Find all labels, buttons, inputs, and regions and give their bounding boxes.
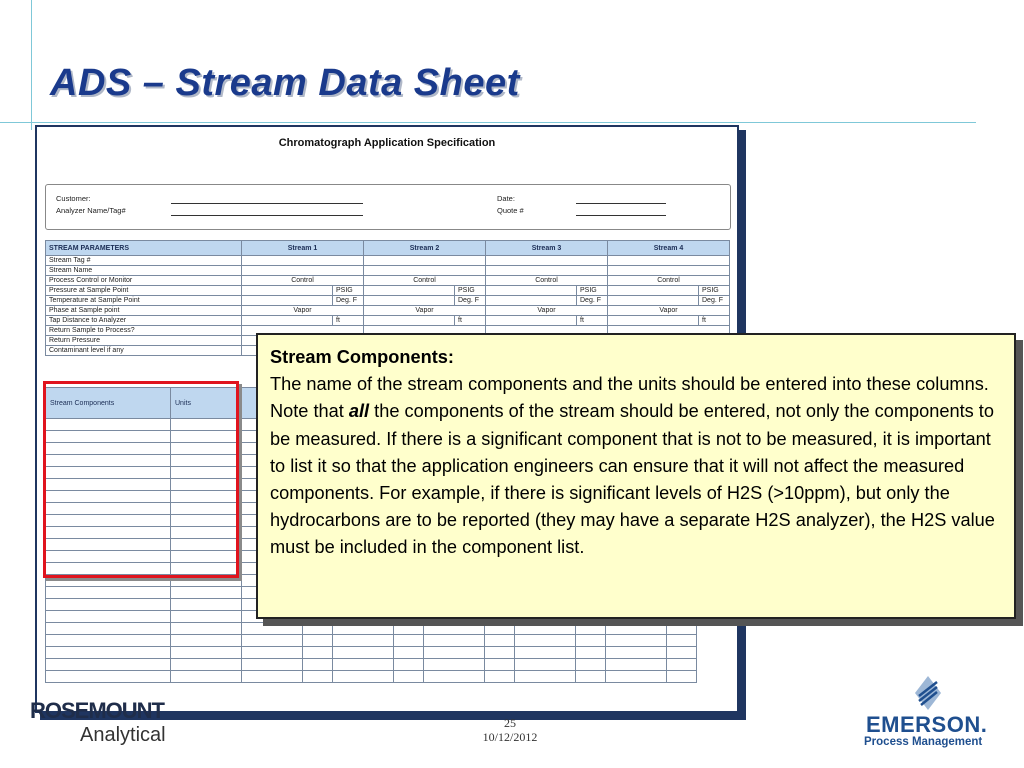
stream-1-header: Stream 1 xyxy=(242,241,364,256)
date-label: Date: xyxy=(497,194,515,203)
param-label: Stream Tag # xyxy=(46,256,242,266)
units-header: Units xyxy=(171,388,242,419)
callout-heading: Stream Components: xyxy=(270,347,454,367)
stream-components-header: Stream Components xyxy=(46,388,171,419)
analyzer-line xyxy=(171,215,363,216)
callout-line1: The name of the stream components and the units should be entered into these columns. xyxy=(270,374,989,395)
date-line xyxy=(576,203,666,204)
emerson-mark-icon xyxy=(915,676,941,710)
sheet-title: Chromatograph Application Specification xyxy=(278,137,496,149)
param-value: Control xyxy=(608,276,730,286)
param-label: Process Control or Monitor xyxy=(46,276,242,286)
components-highlight-box xyxy=(43,381,239,578)
param-unit: ft xyxy=(455,316,486,326)
param-label: Return Pressure xyxy=(46,336,242,346)
analytical-wordmark: Analytical xyxy=(80,724,166,746)
param-unit: Deg. F xyxy=(577,296,608,306)
param-unit: ft xyxy=(699,316,730,326)
param-label: Temperature at Sample Point xyxy=(46,296,242,306)
param-row xyxy=(46,266,730,276)
param-unit: Deg. F xyxy=(455,296,486,306)
stream-params-header: STREAM PARAMETERS xyxy=(46,241,242,256)
stream-components-callout xyxy=(256,333,1016,619)
param-row xyxy=(46,256,730,266)
header-fields-box xyxy=(45,184,731,230)
analyzer-label: Analyzer Name/Tag# xyxy=(56,206,126,215)
param-label: Contaminant level if any xyxy=(46,346,242,356)
stream-3-header: Stream 3 xyxy=(486,241,608,256)
param-value: Control xyxy=(486,276,608,286)
callout-note: Note that all the components of the stream should be entered, not only the components to be measured. If there is a significant component that is not to be measured, it is important to list it so that the application engineers can ensure that it will not affect the measured components. For example, if there is significant levels of H2S (>10ppm), but only the hydrocarbons are to be reported (they may have a separate H2S analyzer), the H2S value must be included in the component list. xyxy=(270,401,995,558)
param-row xyxy=(46,276,730,286)
param-unit: ft xyxy=(333,316,364,326)
rosemount-analytical-logo xyxy=(30,700,200,755)
param-unit: Deg. F xyxy=(699,296,730,306)
param-row xyxy=(46,286,730,296)
stream-4-header: Stream 4 xyxy=(608,241,730,256)
param-unit: Deg. F xyxy=(333,296,364,306)
param-value: Control xyxy=(364,276,486,286)
param-value: Vapor xyxy=(242,306,364,316)
param-label: Tap Distance to Analyzer xyxy=(46,316,242,326)
guide-line-horizontal xyxy=(0,122,976,123)
param-value: Vapor xyxy=(486,306,608,316)
param-unit: PSIG xyxy=(333,286,364,296)
param-row xyxy=(46,296,730,306)
page-number: 25 xyxy=(504,716,516,730)
param-value: Vapor xyxy=(364,306,486,316)
param-row xyxy=(46,316,730,326)
quote-line xyxy=(576,215,666,216)
param-unit: ft xyxy=(577,316,608,326)
param-unit: PSIG xyxy=(455,286,486,296)
stream-2-header: Stream 2 xyxy=(364,241,486,256)
param-value: Control xyxy=(242,276,364,286)
param-value: Vapor xyxy=(608,306,730,316)
param-label: Return Sample to Process? xyxy=(46,326,242,336)
page-footer xyxy=(470,716,550,744)
process-management-wordmark: Process Management xyxy=(864,736,983,748)
emerson-logo xyxy=(860,676,1000,756)
param-row xyxy=(46,306,730,316)
callout-emphasis: all xyxy=(348,401,370,422)
param-unit: PSIG xyxy=(577,286,608,296)
guide-line-vertical xyxy=(31,0,32,130)
param-label: Stream Name xyxy=(46,266,242,276)
customer-line xyxy=(171,203,363,204)
param-unit: PSIG xyxy=(699,286,730,296)
stream-params-header-row xyxy=(46,241,730,256)
slide-title: ADS – Stream Data Sheet xyxy=(50,62,520,104)
quote-label: Quote # xyxy=(497,206,524,215)
rosemount-wordmark: ROSEMOUNT xyxy=(30,698,164,723)
emerson-wordmark: EMERSON. xyxy=(866,712,988,737)
slide-date: 10/12/2012 xyxy=(482,730,538,744)
param-label: Phase at Sample point xyxy=(46,306,242,316)
customer-label: Customer: xyxy=(56,194,91,203)
param-label: Pressure at Sample Point xyxy=(46,286,242,296)
